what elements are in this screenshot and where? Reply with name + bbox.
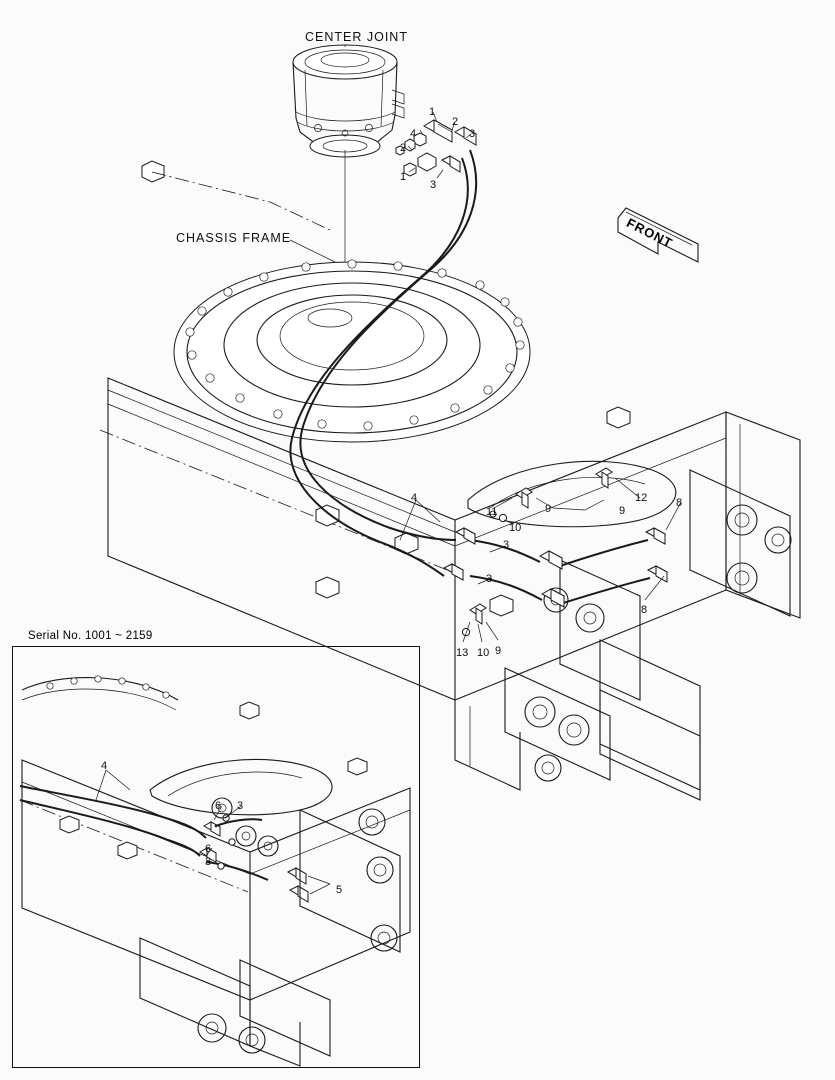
inset-callout-number: 4	[101, 760, 108, 772]
label-center-joint: CENTER JOINT	[305, 30, 408, 44]
callout-number: 10	[509, 522, 522, 534]
callout-number: 2	[400, 142, 407, 154]
callout-number: 10	[477, 647, 490, 659]
callout-number: 9	[495, 645, 502, 657]
serial-number-note: Serial No. 1001 ~ 2159	[28, 630, 153, 642]
inset-border	[12, 646, 420, 1068]
callout-number: 3	[430, 179, 437, 191]
label-chassis-frame: CHASSIS FRAME	[176, 231, 292, 245]
callout-number: 8	[676, 497, 683, 509]
callout-number: 9	[619, 505, 626, 517]
callout-number: 3	[486, 573, 493, 585]
inset-callout-number: 6	[215, 800, 222, 812]
callout-number: 2	[452, 116, 459, 128]
front-arrow-label: FRONT	[624, 215, 676, 251]
inset-callout-number: 3	[237, 800, 244, 812]
callout-number: 4	[411, 492, 418, 504]
swing-bearing	[174, 260, 530, 442]
inset-callout-number: 6	[205, 843, 212, 855]
inset-callout-number: 3	[205, 856, 212, 868]
callout-number: 11	[486, 506, 498, 518]
callout-number: 3	[503, 539, 510, 551]
callout-number: 8	[641, 604, 648, 616]
callout-number: 3	[469, 128, 476, 140]
inset-callout-number: 5	[336, 884, 343, 896]
callout-number: 9	[545, 503, 552, 515]
callout-number: 1	[429, 106, 436, 118]
callout-number: 13	[456, 647, 469, 659]
callout-number: 1	[400, 171, 407, 183]
callout-number: 12	[635, 492, 648, 504]
callout-number: 4	[410, 128, 417, 140]
